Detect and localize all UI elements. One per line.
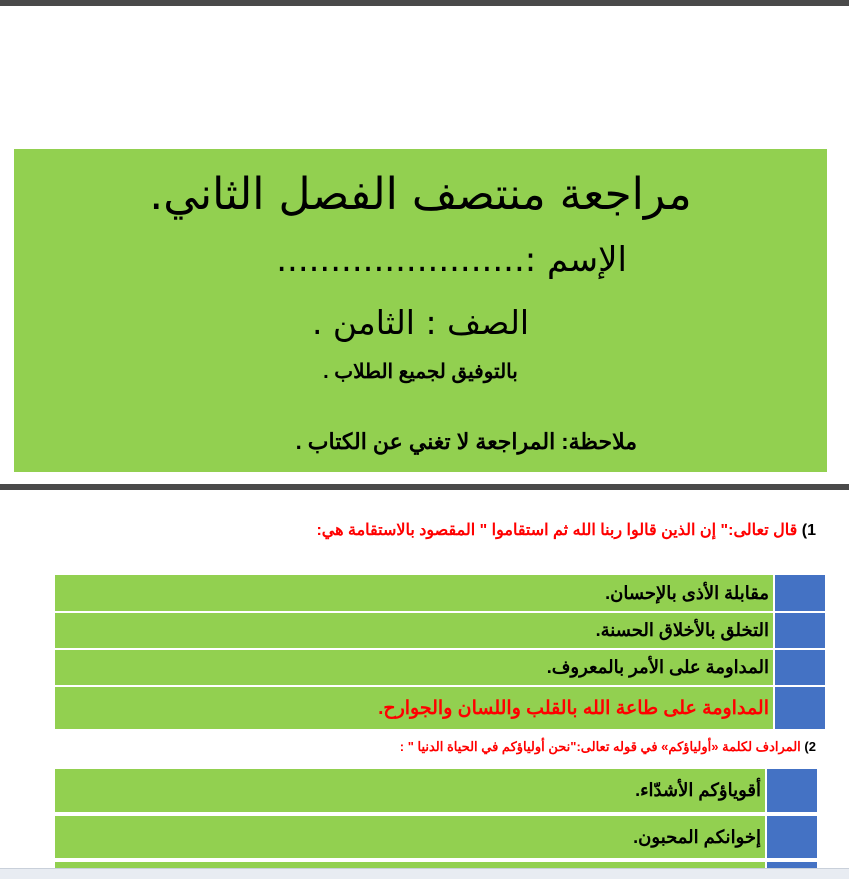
question-2-option-partial[interactable] [54, 861, 818, 868]
option-marker [774, 612, 826, 649]
student-name-line: الإسم :....................... [276, 240, 627, 280]
question-1-option-correct[interactable] [54, 686, 826, 730]
question-1 [30, 520, 816, 542]
good-luck-text: بالتوفيق لجميع الطلاب . [323, 361, 518, 383]
option-marker [774, 686, 826, 730]
class-line: الصف : الثامن . [311, 303, 530, 342]
viewer-bottom-bar [0, 868, 849, 879]
question-1-option[interactable] [54, 649, 826, 686]
note-text: ملاحظة: المراجعة لا تغني عن الكتاب . [295, 429, 637, 454]
option-marker [766, 815, 818, 859]
option-marker [766, 768, 818, 813]
option-label: المداومة على الأمر بالمعروف. [54, 649, 774, 686]
question-1-option[interactable] [54, 612, 826, 649]
question-2-text: المرادف لكلمة «أولياؤكم» في قوله تعالى:"نحن أولياؤكم في الحياة الدنيا " : [399, 739, 801, 754]
option-marker [766, 861, 818, 868]
option-label: إخوانكم المحبون. [54, 815, 766, 859]
question-2 [40, 738, 816, 756]
question-2-number: 2) [804, 739, 816, 754]
option-label: التخلق بالأخلاق الحسنة. [54, 612, 774, 649]
option-label-empty [54, 861, 766, 868]
page-2 [0, 490, 849, 868]
option-label: مقابلة الأذى بالإحسان. [54, 574, 774, 612]
page-1 [0, 6, 849, 484]
question-2-option[interactable] [54, 815, 818, 859]
option-marker [774, 574, 826, 612]
question-1-option[interactable] [54, 574, 826, 612]
option-marker [774, 649, 826, 686]
question-1-number: 1) [801, 522, 816, 539]
option-label: أقوياؤكم الأشدّاء. [54, 768, 766, 813]
option-label-correct: المداومة على طاعة الله بالقلب واللسان والجوارح. [54, 686, 774, 730]
question-1-text: قال تعالى:" إن الذين قالوا ربنا الله ثم استقاموا " المقصود بالاستقامة هي: [316, 522, 798, 539]
question-2-option[interactable] [54, 768, 818, 813]
cover-box [14, 149, 827, 472]
worksheet-title: مراجعة منتصف الفصل الثاني. [149, 169, 692, 220]
